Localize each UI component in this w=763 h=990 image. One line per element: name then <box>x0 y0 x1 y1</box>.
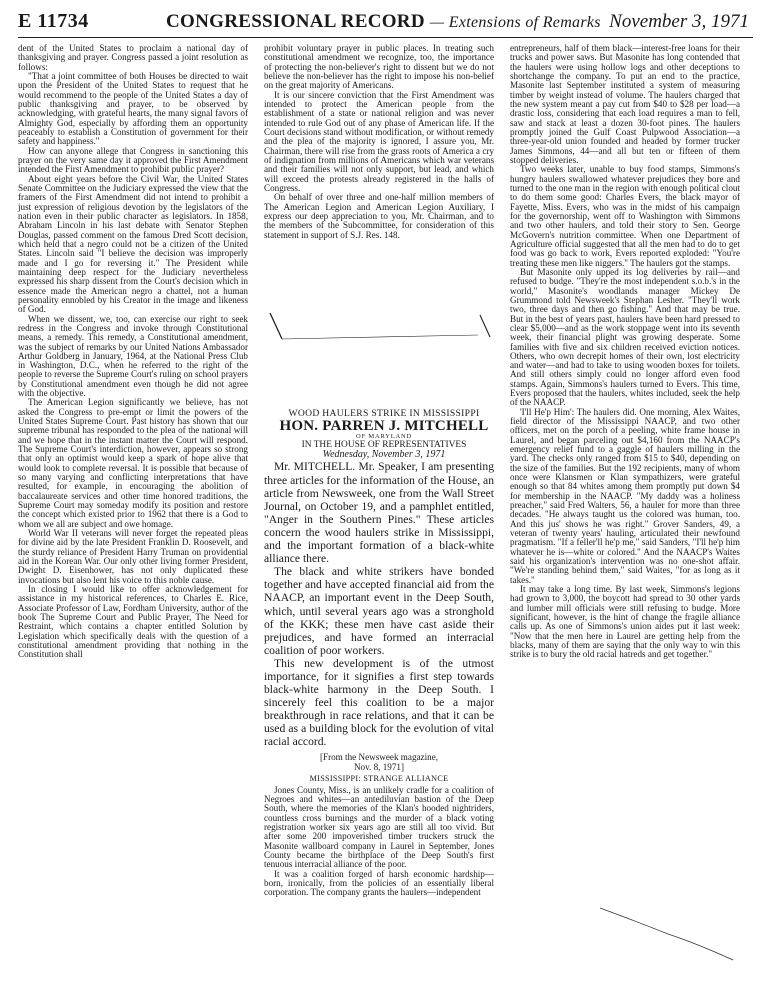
extension-separator <box>268 311 494 351</box>
paragraph: This new development is of the utmost importance, for it signifies a first step towards black-white harmony in the Deep South. I sincerely feel this coalition to be a major breakthrough in race relations, and that it can be used as a building block for the evolution of vital racial accord. <box>264 656 494 749</box>
publication-title <box>166 11 601 33</box>
member-state: OF MARYLAND <box>356 433 412 441</box>
header-rule <box>18 37 753 38</box>
paragraph: Jones County, Miss., is an unlikely cradle for a coalition of Negroes and whites—an antediluvian bastion of the Deep South, where the memories of the Klan's hooded nightriders, countless cross burnings and the murder of a black voting registration worker six years ago are still all too vivid. But after some 200 impoverished timber truckers struck the Masonite wallboard company in Laurel in September, Jones County became the birthplace of the Deep South's first tenuous interracial alliance of the poor. <box>264 784 494 870</box>
paragraph: How can anyone allege that Congress in sanctioning this prayer on the very same day it approved the First Amendment intended the First Amendment to prohibit public prayer? <box>18 145 248 175</box>
paragraph: It was a coalition forged of harsh economic hardship—born, ironically, from the policies of an essentially liberal corporation. The company grants the haulers—independent <box>264 868 494 898</box>
paragraph: prohibit voluntary prayer in public places. In treating such constitutional amendment we recognize, too, the importance of protecting the non-believer's right to dissent but we do not believe the non-believer has the right to impose his non-belief on the great majority of Americans. <box>264 43 494 91</box>
paragraph: On behalf of over three and one-half million members of The American Legion and American Legion Auxiliary, I express our deep appreciation to you, Mr. Chairman, and to the members of the Subcommittee, for consideration of this statement in support of S.J. Res. 148. <box>264 192 494 240</box>
paragraph: About eight years before the Civil War, the United States Senate Committee on the Judiciary expressed the view that the framers of the First Amendment did not intend to prohibit a just expression of religious devotion by the legislators of the nation even in their public character as legislators. In 1858, Abraham Lincoln in his last debate with Senator Stephen Douglas, passed comment on the famous Dred Scott decision, which held that a negro could not be a citizen of the United States. Lincoln said "I believe the decision was improperly made and I go for reversing it." The President while maintaining deep respect for the Judiciary nevertheless expressed his sharp dissent from the Court's decision which in essence made the American negro a chattel, not a human personality ennobled by his Creator in the image and likeness of God. <box>18 173 248 315</box>
article-source: [From the Newsweek magazine, <box>319 751 439 762</box>
extension-date: Wednesday, November 3, 1971 <box>322 449 446 461</box>
paragraph: 'I'll He'p Him': The haulers did. One morning, Alex Waites, field director of the Mississippi NAACP, and two other officers, met on the porch of a peeling, white frame house in Laurel, and began parceling out $4,160 from the NAACP's emergency relief fund to a gaggle of haulers milling in the yard. The checks only ranged from $15 to $40, depending on the size of the families. But the 192 recipients, many of whom once were Klansmen or Klan sympathizers, were grateful enough so that 84 whites among them promptly put down $4 for membership in the NAACP. "My daddy was a holiness preacher," said Fred Walters, 56, a hauler for more than three decades. "He always taught us the colored was human, too. And this jus' shows he was right." Grover Sanders, 49, a veteran of twenty years' hauling, articulated their newfound pragmatism. "If a feller'll he'p me," said Sanders, "I'll he'p him whatever he is—white or colored." And the NAACP's Waites said his organization's intervention was no one-shot affair. "We're standing behind them," said Waites, "for as long as it takes." <box>510 406 740 585</box>
paragraph: Mr. MITCHELL. Mr. Speaker, I am presenting three articles for the information of the House, an article from Newsweek, one from the Wall Street Journal, on October 19, and a pamphlet entitled, "Anger in the Southern Pines." These articles concern the wood haulers strike in Mississippi, and the important formation of a black-white alliance there. <box>264 460 494 566</box>
paragraph: It may take a long time. By last week, Simmons's legions had grown to 3,000, the boycott had spread to 30 other yards and lumber mill officials were still refusing to budge. More significant, however, is the hint of change the fragile alliance calls up. As one of Simmons's union aides put it last week: "Now that the men here in Laurel are getting help from the blacks, many of them are saying that the only way to win this strike is to bury the old racial hatreds and get together." <box>510 584 740 660</box>
column-3 <box>510 44 740 660</box>
paragraph: World War II veterans will never forget the repeated pleas for divine aid by the late President Franklin D. Roosevelt, and the sturdy reliance of President Harry Truman on providential aid in the Korean War. Our only other living former President, Dwight D. Eisenhower, has not only duplicated these invocations but also lent his voice to this noble cause. <box>18 528 248 585</box>
remarks-body <box>264 460 494 748</box>
article-source-date: Nov. 8, 1971] <box>353 761 405 772</box>
extension-title: WOOD HAULERS STRIKE IN MISSISSIPPI <box>288 408 480 419</box>
paragraph: Two weeks later, unable to buy food stamps, Simmons's hungry haulers swallowed whatever prejudices they bore and turned to the one man in the region with enough political clout to do them some good: Charles Evers, the black mayor of Fayette, Miss. Evers, who was in the midst of his campaign for the governorship, went off to Washington with Simmons and two other haulers, and told their story to Sen. George McGovern's nutrition committee. When one Department of Agriculture official suggested that all the men had to do to get food was go back to work, Evers reported exploded: "You're treating these men like niggers." The haulers got the stamps. <box>510 164 740 268</box>
paragraph: The American Legion significantly we believe, has not asked the Congress to pre-empt or limit the powers of the United States Supreme Court. Past history has shown that our supreme tribunal has responded to the plea of the national will and we hope that in the instant matter the Court will respond. The Supreme Court's interdiction, however, appears so strong that only an optimist would keep a spark of hope alive that would look to complete reversal. It is possible that because of so many varying and conflicting interpretations that have resulted, for example, in encouraging the abolition of baccalaureate services and other time honored traditions, the Supreme Court may someday modify its position and restore the concept which existed prior to 1962 that there is a God to whom we all are subject and owe homage. <box>18 397 248 529</box>
paragraph: It is our sincere conviction that the First Amendment was intended to protect the American people from the establishment of a state or national religion and was never intended to rule God out of any phase of American life. If the Court decisions stand without modification, or without remedy and the plea of the majority is ignored, I assure you, Mr. Chairman, there will rise from the grass roots of America a cry of indignation from millions of Americans which war veterans and their families will not only support, but lead, and which will exceed the protests already registered in the halls of Congress. <box>264 89 494 193</box>
paragraph: dent of the United States to proclaim a national day of thanksgiving and prayer. Congress passed a joint resolution as follows: <box>18 43 248 72</box>
paragraph: When we dissent, we, too, can exercise our right to seek redress in the Congress and invoke through Constitutional means, a remedy. This remedy, a Constitutional amendment, was the subject of remarks by our United Nations Ambassador Arthur Goldberg in January, 1964, at the National Press Club in Washington, D.C., when he referred to the right of the people to reverse the Supreme Court's ruling on school prayers by Constitutional amendment even though he did not agree with the objective. <box>18 313 248 399</box>
column-1 <box>18 44 248 660</box>
member-name: HON. PARREN J. MITCHELL <box>279 417 489 434</box>
paragraph: The black and white strikers have bonded together and have accepted financial aid from the NAACP, an important event in the Deep South, which, until several years ago was a stronghold of the KKK; these men have cast aside their prejudices, and have formed an interracial coalition of poor workers. <box>264 565 494 657</box>
paragraph: entrepreneurs, half of them black—interest-free loans for their trucks and power saws. But Masonite has long contended that the haulers were using hollow logs and other deceptions to shortchange the company. To put an end to the practice, Masonite last September instituted a system of measuring timber by weight instead of volume. The haulers charged that the new system meant a pay cut from $40 to $28 per load—a drastic loss, considering that each load requires a man to fell, saw and stack at least a dozen 30-foot pines. The haulers promptly joined the Gulf Coast Pulpwood Association—a three-year-old union founded and headed by former trucker James Simmons, 44—and all but ten or fifteen of them stopped deliveries. <box>510 43 740 165</box>
paragraph: In closing I would like to offer acknowledgement for assistance in my historical references, to Charles E. Rice, Associate Professor of Law, Fordham University, author of the book The Supreme Court and Public Prayer, The Need for Restraint, which contains a chapter entitled Solution by Legislation which specifically deals with the question of a constitutional amendment providing that nothing in the Constitution shall <box>18 584 248 660</box>
publication-name: CONGRESSIONAL RECORD <box>166 11 425 32</box>
margin-pen-mark <box>598 904 738 964</box>
column-2-top <box>264 44 494 240</box>
paragraph: "That a joint committee of both Houses be directed to wait upon the President of the United States to request that he would recommend to the people of the United States a day of public thanksgiving and prayer, to be observed by acknowledging, with grateful hearts, the many signal favors of Almighty God, especially by affording them an opportunity peaceably to establish a Constitution of government for their safety and happiness." <box>18 70 248 147</box>
issue-date: November 3, 1971 <box>609 11 749 32</box>
article-subhead: MISSISSIPPI: STRANGE ALLIANCE <box>309 774 449 784</box>
column-2-bottom <box>264 409 494 898</box>
page-number: E 11734 <box>18 10 89 32</box>
chamber: IN THE HOUSE OF REPRESENTATIVES <box>301 439 467 450</box>
section-name: — Extensions of Remarks <box>429 14 601 31</box>
page-header <box>18 10 753 36</box>
paragraph: But Masonite only upped its log deliveries by rail—and refused to budge. "They're the most independent s.o.b.'s in the world," Masonite's woodlands manager Mickey De Grummond told Newsweek's Stephan Lesher. "They'll work two, three days and then go fishing." And that may be true. But in the best of years past, haulers have been hard pressed to clear $5,000—and as the work stoppage went into its seventh week, their financial plight was growing desperate. Some families with five and six children received eviction notices. Others, who own decrepit homes of their own, lost electricity and water—and had to take to using wooden boxes for toilets. And still others simply could no longer afford even food stamps. Again, Simmons's haulers turned to Evers. This time, Evers proposed that the haulers, whites included, seek the help of the NAACP. <box>510 266 740 408</box>
